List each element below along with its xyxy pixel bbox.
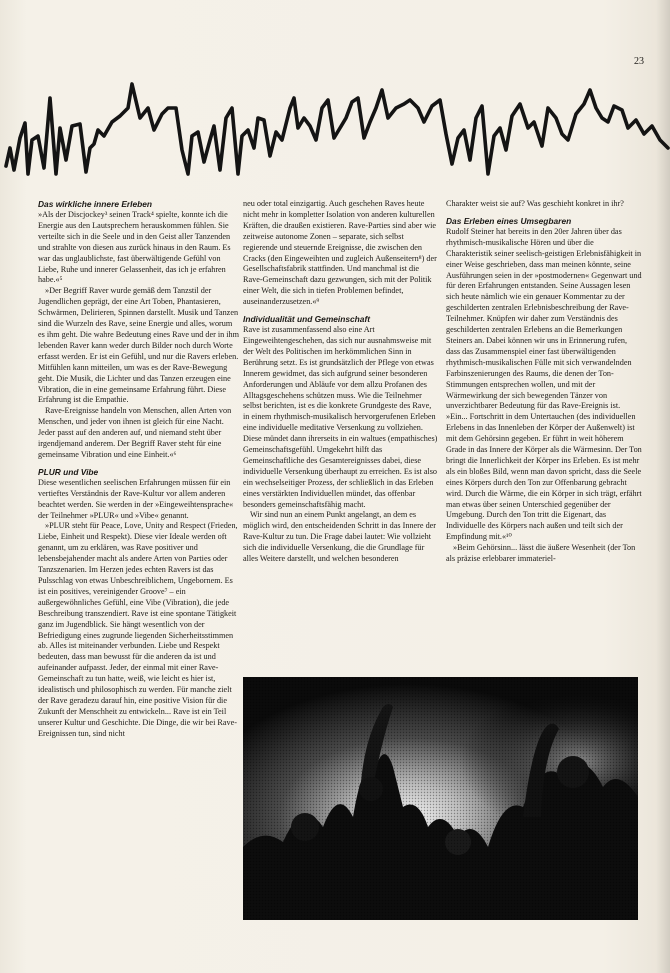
text-column-1 xyxy=(38,199,240,927)
paragraph: neu oder total einzigartig. Auch geschehen Raves heute nicht mehr in kompletter Isolation von anderen kulturellen Kräften, die draußen existieren. Rave-Parties sind aber wie zeitweise autonome Zonen – separate, sich selbst regierende und steuernde Ereignisse, die zwischen den Cracks (den Eingeweihten und zugleich Außenseitern⁸) der Gesellschaftsfabrik stattfinden. Und manchmal ist die Rave-Gemeinschaft dazu gezwungen, sich mit der Politik einer Welt, die sich in tiefen Problemen befindet, auseinanderzusetzen.«⁹ xyxy=(243,199,437,307)
section-heading: PLUR und Vibe xyxy=(38,466,99,477)
page-number: 23 xyxy=(634,56,644,67)
paragraph: »Als der Discjockey³ seinen Track⁴ spielte, konnte ich die Energie aus den Lautsprechern herauskommen fühlen. Sie verteilte sich in die Seele und in den Geist aller Tanzenden und strahlte von diesen aus zurück hinaus in den Raum. Es war das unglaublichste, fast überwältigende Gefühl von Liebe, Ruhe und innerer Gelassenheit, das ich je erfahren habe.«⁵ xyxy=(38,210,231,285)
section-heading: Das wirkliche innere Erleben xyxy=(38,199,153,209)
paragraph: Rave ist zusammenfassend also eine Art Eingeweihtengeschehen, das sich nur ausnahmsweise mit der Welt des Politischen im herkömmlichen Sinn in Berührung setzt. Es ist grundsätzlich der Pflege von etwas Innerem gewidmet, das sich aufgrund seiner besonderen Anforderungen und Abläufe vor dem allzu Profanen des Alltagsgeschehens schützen muss. Wie die Teilnehmer selbst berichten, ist es die konkrete Grundgeste des Rave, in einem rhythmisch-musikalisch hervorgerufenen Erleben eine individuelle meditative Versenkung zu vollziehen. Diese mündet dann ihrerseits in ein waltues (empathisches) Gemeinschaftsgefühl. Umgekehrt hilft das Gemeinschaftliche des Gesamtereignisses dabei, diese individuelle Versenkung überhaupt zu erreichen. Es ist also ein wechselseitiger Prozess, der schließlich in das Erleben eines verstärkten Individuellen mündet, das offenbar besonders gemeinschaftsfähig macht. xyxy=(243,325,438,509)
page-edge-shadow xyxy=(656,0,670,973)
text-column-3 xyxy=(446,199,642,697)
paragraph: Rudolf Steiner hat bereits in den 20er Jahren über das rhythmisch-musikalische Hören und über die Charakteristik seiner seelisch-geistigen Erlebnisfähigkeit in einer Weise geschrieben, dass man meinen könnte, seine Ausführungen seien in der »postmodernen« Gegenwart und für deren Erfahrungen entstanden. Seine Aussagen lesen sich heute nämlich wie ein genauer Kommentar zu der geschilderten zentralen Erlebnisbeschreibung der Rave-Teilnehmer. Knüpfen wir daher zum Verständnis des geschilderten zentralen Erlebens an die Bemerkungen Steiners an. Dabei können wir uns in Erinnerung rufen, dass das Zusammenspiel einer fast überwältigenden rhythmisch-musikalischen Fülle mit sich verwandelnden Farbinszenierungen des Raums, die denen der Ton-Stimmungen entsprechen wollen, und mit der Wärmewirkung der sich bewegenden Tänzer von unverzichtbarer Bedeutung für das Rave-Ereignis ist. »Ein... Fortschritt in dem Untertauchen (des individuellen Erlebens in das Innenleben der Körper der Außenwelt) ist mit dem Gehörsinn gegeben. Er führt in weit höherem Grade in das Innere der Körper als die Wärmesinn. Der Ton bringt die Innerlichkeit der Körper ins Erleben. Es ist mehr als ein bloßes Bild, wenn man davon spricht, dass die Seele eines Körpers durch den Ton zur Offenbarung gebracht wird. Durch die Wärme, die ein Körper in sich trägt, erfährt man etwas über seinen Unterschied gegenüber der Umgebung. Durch den Ton tritt die Eigenart, das Individuelle des Körpers nach außen und teilt sich der Empfindung mit.«¹⁰ xyxy=(446,226,642,542)
paragraph: Rave-Ereignisse handeln von Menschen, allen Arten von Menschen, und jeder von ihnen ist gleich für eine Nacht. Jeder passt auf den anderen auf, und niemand steht über irgendjemand anderem. Der Begriff Raver steht für eine gemeinsame Vibration und eine Einheit.«⁶ xyxy=(38,406,232,459)
section-heading: Individualität und Gemeinschaft xyxy=(243,314,371,325)
rave-crowd-photo xyxy=(243,677,638,920)
paragraph: Charakter weist sie auf? Was geschieht konkret in ihr? xyxy=(446,199,624,208)
section-heading: Das Erleben eines Umsegbaren xyxy=(446,215,572,226)
heartbeat-line-graphic xyxy=(0,78,670,188)
paragraph: Diese wesentlichen seelischen Erfahrungen müssen für ein vertieftes Verständnis der Rave-Kultur vor allem anderen beachtet werden. Sie werden in der »Eingeweihtensprache« der Teilnehmer »PLUR« und »Vibe« genannt. xyxy=(38,477,234,520)
paragraph: »Beim Gehörsinn... lässt die äußere Wesenheit (der Ton als präzise erlebbarer immateriel- xyxy=(446,543,636,564)
paragraph: Wir sind nun an einem Punkt angelangt, an dem es möglich wird, den entscheidenden Schritt in das Innere der Rave-Kultur zu tun. Die Frage dabei lautet: Wie vollzieht sich die individuelle Versenkung, die die Grundlage für alles Weitere darstellt, und welchen besonderen xyxy=(243,510,437,564)
text-column-2 xyxy=(243,199,438,665)
paragraph: »PLUR steht für Peace, Love, Unity and Respect (Frieden, Liebe, Einheit und Respekt). Diese vier Ideale werden oft genannt, um zu erklären, was Rave positiver und lebensbejahender macht als andere Arten von Parties oder Tanzszenarien. Im Herzen jedes echten Ravers ist das Pulsschlag von etwas Unbeschreiblichem, Ungebornem. Es ist ein positives, vereinigender Groove⁷ – ein außergewöhnliches Gefühl, eine Vibe (Vibration), die jede Beschreibung transzendiert. Rave ist eine spontane Tätigkeit ganz im Jugendblick. Sie hängt wesentlich von der Befriedigung eines zugrunde liegenden Sicherheitsstimmen ab. Alles ist miteinander verbunden. Liebe und Respekt bedeuten, dass man bewusst für die anderen da ist und aufeinander aufpasst. Jeder, der einmal mit einer Rave-Gemeinschaft zu tun hatte, weiß, wie leicht es hier ist, idealistisch und philosophisch zu werden. Für manche zielt der Rave geradezu darauf hin, eine positive Vision für die Zukunft der Menschheit zu entwickeln... Rave ist ein Teil unserer Kultur und Geschichte. Die Dinge, die wir bei Rave-Ereignissen tun, sind nicht xyxy=(38,521,238,738)
paragraph: »Der Begriff Raver wurde gemäß dem Tanzstil der Jugendlichen geprägt, der eine Art Toben, Phantasieren, Schwärmen, Delirieren, Spinnen darstellt. Musik und Tanzen sind die Wurzeln des Rave, seine Energie und alles, worum es ihm geht. Die wahre Bedeutung eines Rave und der in ihm lebenden Raver kann weder durch Bilder noch durch Worte erfasst werden. Er ist ein Gefühl, und nur die Ravers erleben. Mitfühlen kann mitteilen, um was es der Rave-Bewegung geht. Die Musik, die Lichter und das Tanzen erzeugen eine Vibration, die in eine gemeinsame Erfahrung führt. Diese Erfahrung ist die Empathie. xyxy=(38,286,239,405)
